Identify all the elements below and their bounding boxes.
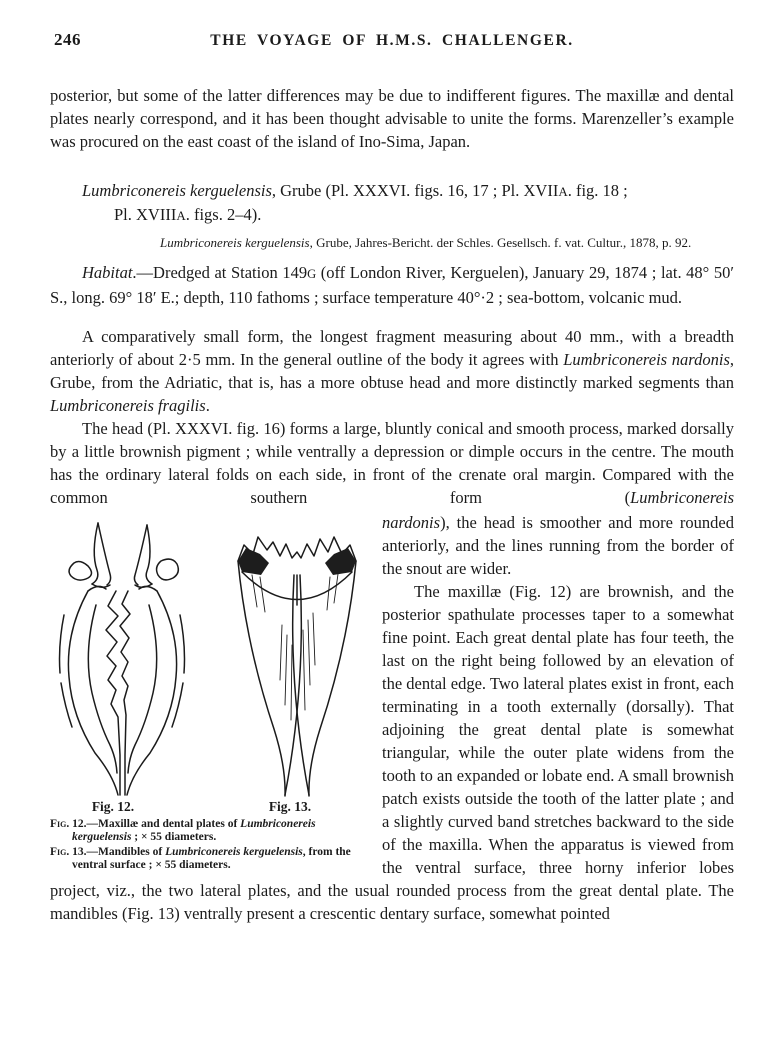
figure-block: [50, 515, 370, 871]
paragraph-head: The head (Pl. XXXVI. fig. 16) forms a large, bluntly conical and smooth process, marked dorsally by a little brownish pigment ; while ventrally a depression or dimple occurs in the centre. The mouth has the ordinary lateral folds on each side, in front of the crenate oral margin. Compared with the common southern form (Lumbriconereis: [50, 419, 734, 507]
figure-12-legend: Fig. 12.—Maxillæ and dental plates of Lumbriconereis kerguelensis ; × 55 diameters.: [50, 818, 316, 843]
habitat-label: Habitat: [82, 263, 133, 282]
species-heading: Lumbriconereis kerguelensis, Grube (Pl. XXXVI. figs. 16, 17 ; Pl. XVIIA. fig. 18 ; Pl. XVIIIA. figs. 2–4).: [82, 181, 628, 224]
paragraph-head-continued: nardonis), the head is smoother and more rounded anteriorly, and the lines running from the border of the snout are wider.: [382, 513, 734, 578]
page-number: 246: [54, 30, 81, 49]
paragraph-habitat: Habitat.—Dredged at Station 149G (off London River, Kerguelen), January 29, 1874 ; lat. 48° 50′ S., long. 69° 18′ E.; depth, 110 fathoms ; surface temperature 40°·2 ; sea-bottom, volcanic mud.: [50, 263, 734, 307]
page-header: [50, 30, 734, 54]
paragraph-maxillae: The maxillæ (Fig. 12) are brownish, and the posterior spathulate processes taper to a somewhat fine point. Each great dental plate has four teeth, the last on the right being followed by an elevation of the dental edge. Two lateral plates exist in front, each terminating in a tooth externally (dorsally). That adjoining the great dental plate is somewhat triangular, while the outer plate widens from the tooth to an expanded or lobate end. A small brownish patch exists outside the tooth of the latter plate ; and a slightly curved band stretches backward to the side of the maxilla. When the apparatus is viewed from the ventral surface, three horny inferior lobes project, viz., the two lateral plates, and the usual rounded process from the great dental plate. The mandibles (Fig. 13) ventrally present a crescentic dentary surface, somewhat pointed: [50, 582, 734, 923]
figure-13-drawing: [238, 537, 356, 796]
figure-12-drawing: [60, 523, 185, 795]
figure-13-legend: Fig. 13.—Mandibles of Lumbriconereis kerguelensis, from the ventral surface ; × 55 diameters.: [50, 846, 351, 871]
figure-captions-row: [50, 799, 370, 815]
citation-species-name: Lumbriconereis kerguelensis: [160, 235, 310, 250]
species-name: Lumbriconereis kerguelensis: [82, 181, 272, 200]
paragraph-size: A comparatively small form, the longest fragment measuring about 40 mm., with a breadth anteriorly of about 2·5 mm. In the general outline of the body it agrees with Lumbriconereis nardonis, Grube, from the Adriatic, that is, has a more obtuse head and more distinctly marked segments than Lumbriconereis fragilis.: [50, 327, 734, 415]
figure-13-caption: Fig. 13.: [268, 799, 312, 814]
running-title: THE VOYAGE OF H.M.S. CHALLENGER.: [210, 32, 574, 49]
figure-12-caption: Fig. 12.: [91, 799, 135, 814]
paragraph-intro: posterior, but some of the latter differences may be due to indifferent figures. The maxillæ and dental plates nearly correspond, and it has been thought advisable to unite the forms. Marenzeller’s example was procured on the east coast of the island of Ino-Sima, Japan.: [50, 86, 734, 151]
synonym-citation: Lumbriconereis kerguelensis, Grube, Jahres-Bericht. der Schles. Gesellsch. f. vat. Cultur., 1878, p. 92.: [160, 235, 692, 250]
figures-illustration: [50, 515, 370, 797]
